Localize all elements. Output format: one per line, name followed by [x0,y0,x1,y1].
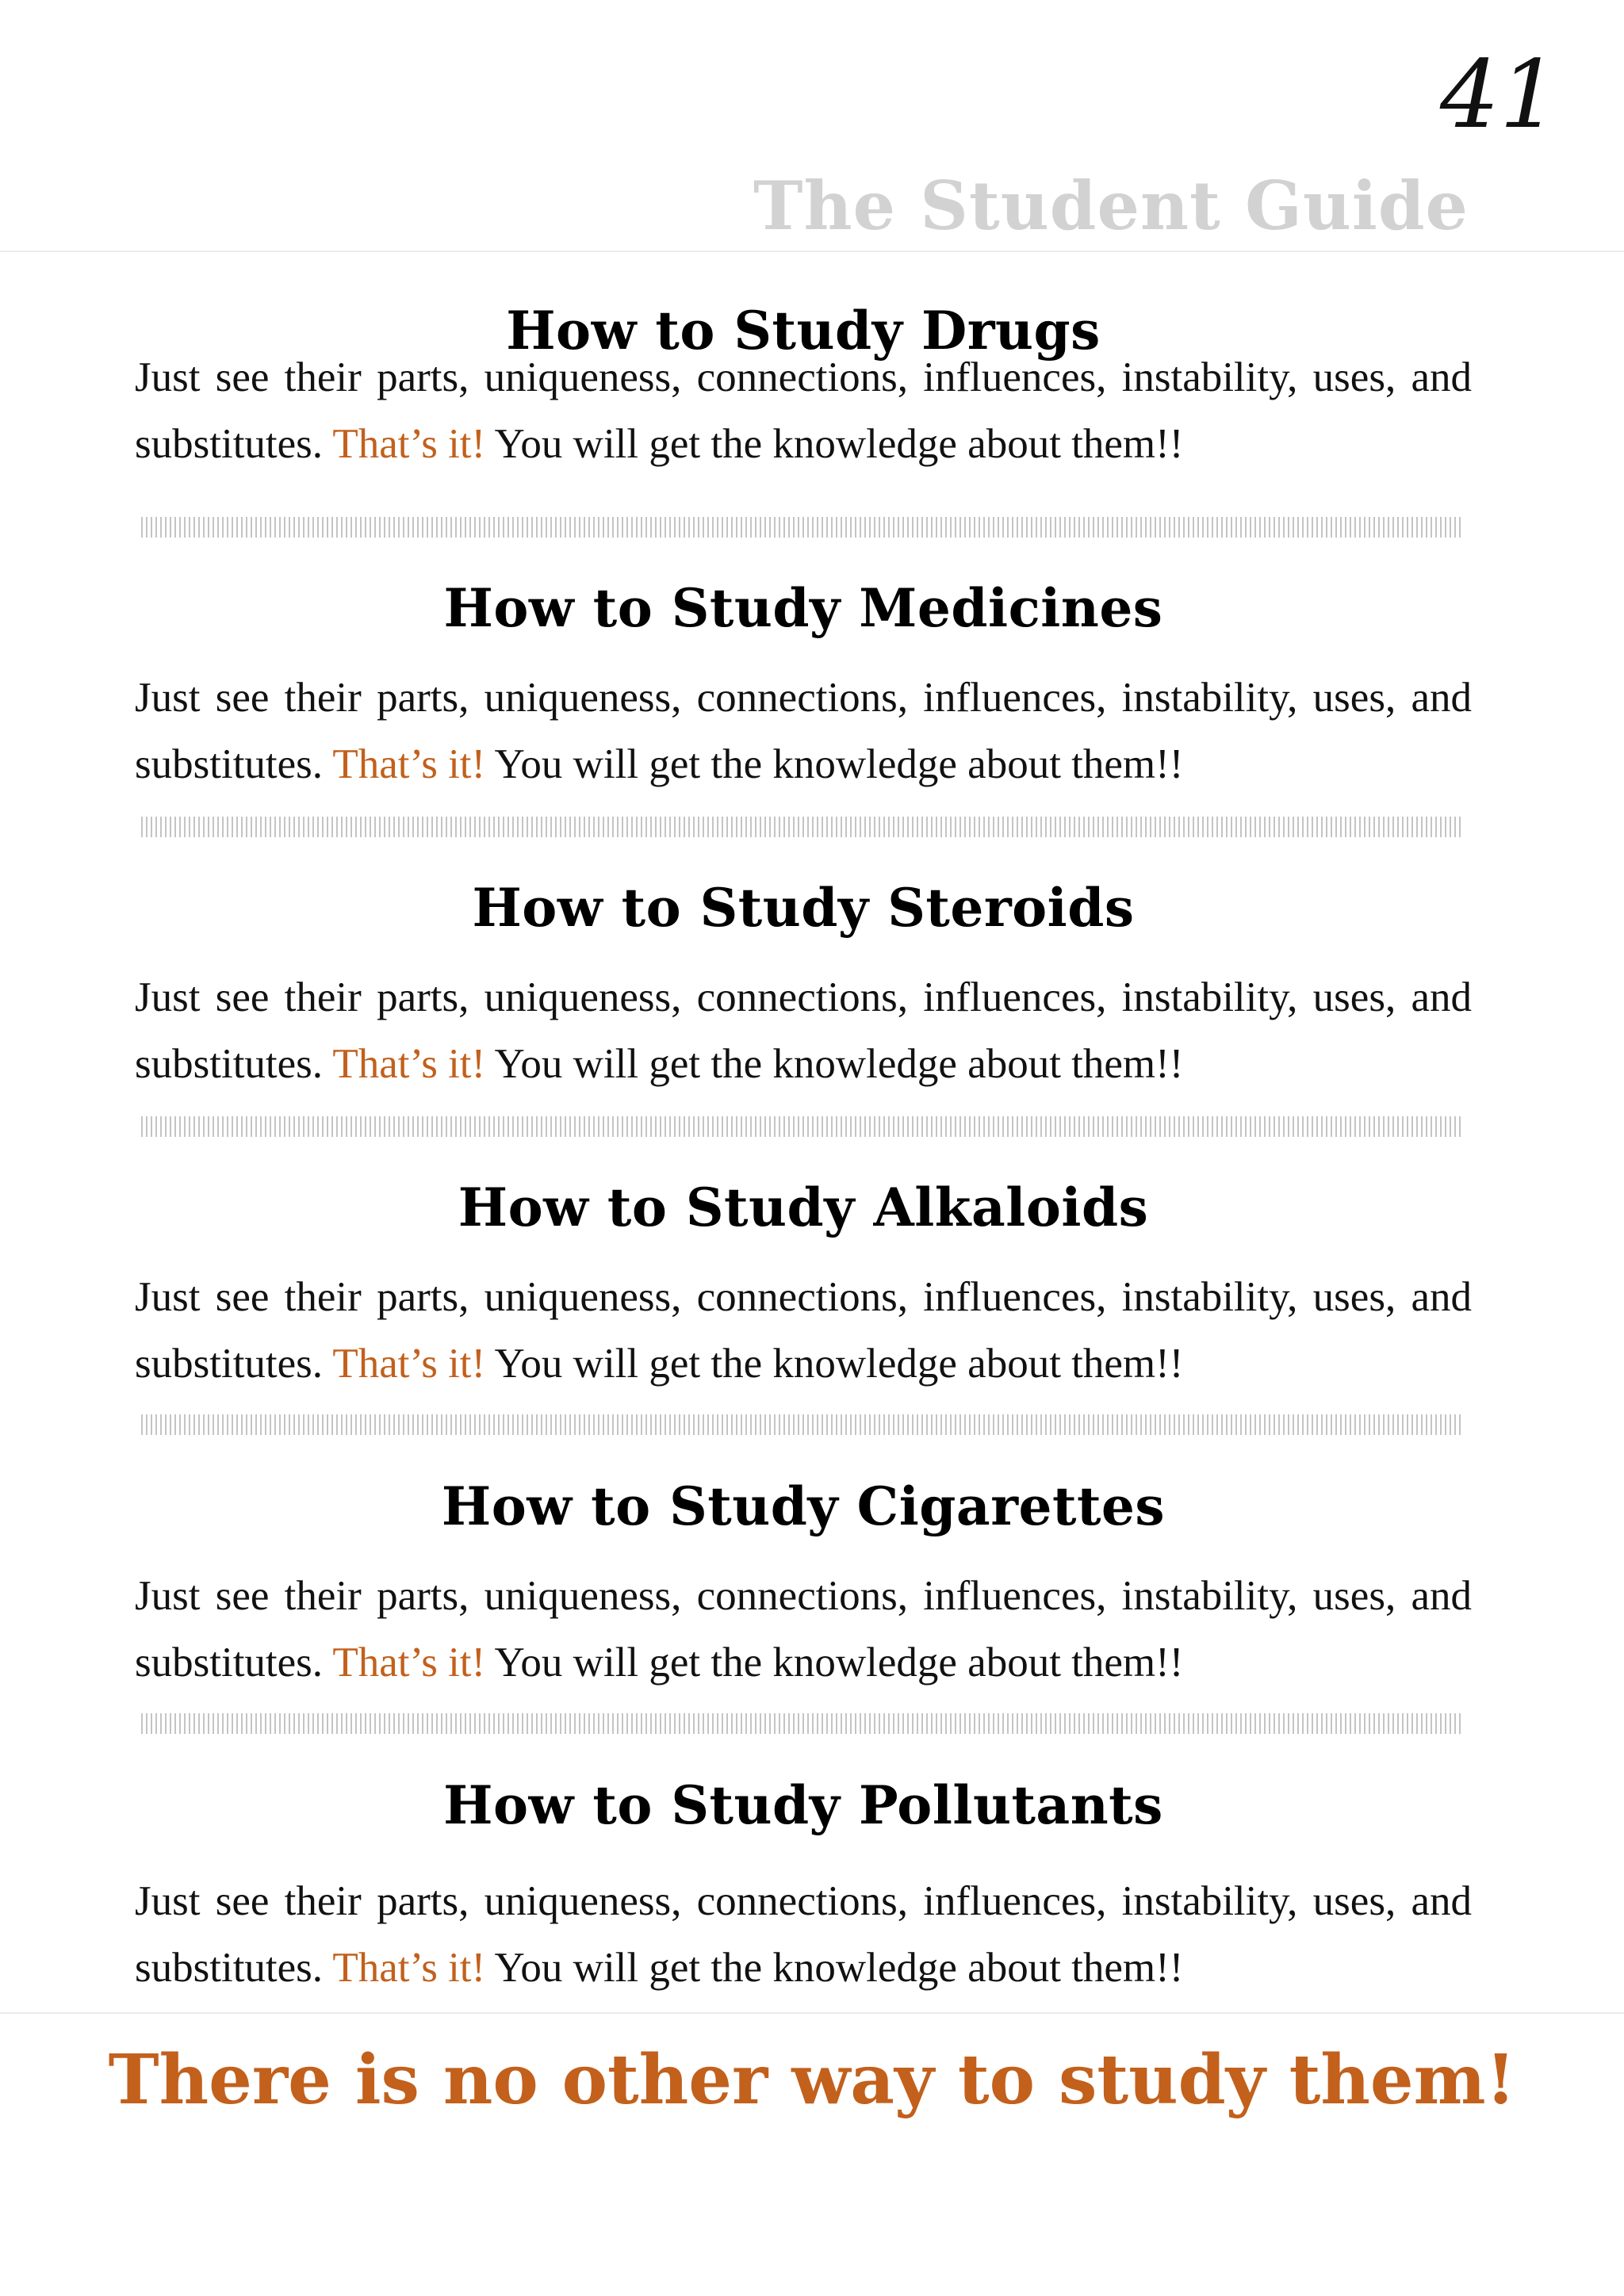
page-number: 41 [1439,40,1559,149]
closing-line: There is no other way to study them! [108,2040,1516,2120]
header-rule [0,251,1624,252]
body-text: Just see their parts, uniqueness, connections, influences, instability, uses, and substitutes. [135,1573,1472,1686]
highlight-text: That’s it! [332,1945,486,1991]
footer-rule [0,2012,1624,2014]
section-divider [141,517,1461,538]
body-text: You will get the knowledge about them!! [485,421,1184,467]
body-text: Just see their parts, uniqueness, connections, influences, instability, uses, and substitutes. [135,974,1472,1087]
section-body [135,1868,1472,2001]
body-text: Just see their parts, uniqueness, connections, influences, instability, uses, and substitutes. [135,675,1472,787]
highlight-text: That’s it! [332,1341,486,1387]
section-alkaloids [135,1177,1472,1387]
highlight-text: That’s it! [332,741,486,787]
section-steroids [135,877,1472,1087]
section-drugs [135,300,1472,467]
section-divider [141,817,1461,837]
highlight-text: That’s it! [332,1640,486,1686]
section-pollutants [135,1774,1472,1991]
section-cigarettes [135,1475,1472,1686]
body-text: Just see their parts, uniqueness, connections, influences, instability, uses, and substitutes. [135,1274,1472,1387]
highlight-text: That’s it! [332,421,486,467]
section-body [135,964,1472,1097]
body-text: You will get the knowledge about them!! [485,1945,1184,1991]
body-text: You will get the knowledge about them!! [485,1341,1184,1387]
section-body [135,1264,1472,1397]
highlight-text: That’s it! [332,1041,486,1087]
body-text: Just see their parts, uniqueness, connections, influences, instability, uses, and substitutes. [135,354,1472,467]
section-medicines [135,577,1472,787]
section-divider [141,1713,1461,1734]
section-title: How to Study Cigarettes [441,1475,1166,1537]
section-body [135,664,1472,798]
section-title: How to Study Alkaloids [458,1177,1149,1238]
section-title: How to Study Drugs [506,300,1101,362]
body-text: You will get the knowledge about them!! [485,1041,1184,1087]
body-text: You will get the knowledge about them!! [485,1640,1184,1686]
section-divider [141,1414,1461,1435]
section-body [135,344,1472,477]
section-title: How to Study Steroids [472,877,1135,939]
section-body [135,1563,1472,1696]
section-title: How to Study Pollutants [443,1774,1163,1836]
book-title: The Student Guide [753,166,1469,245]
section-title: How to Study Medicines [443,577,1163,639]
body-text: Just see their parts, uniqueness, connections, influences, instability, uses, and substitutes. [135,1878,1472,1991]
body-text: You will get the knowledge about them!! [485,741,1184,787]
section-divider [141,1116,1461,1137]
